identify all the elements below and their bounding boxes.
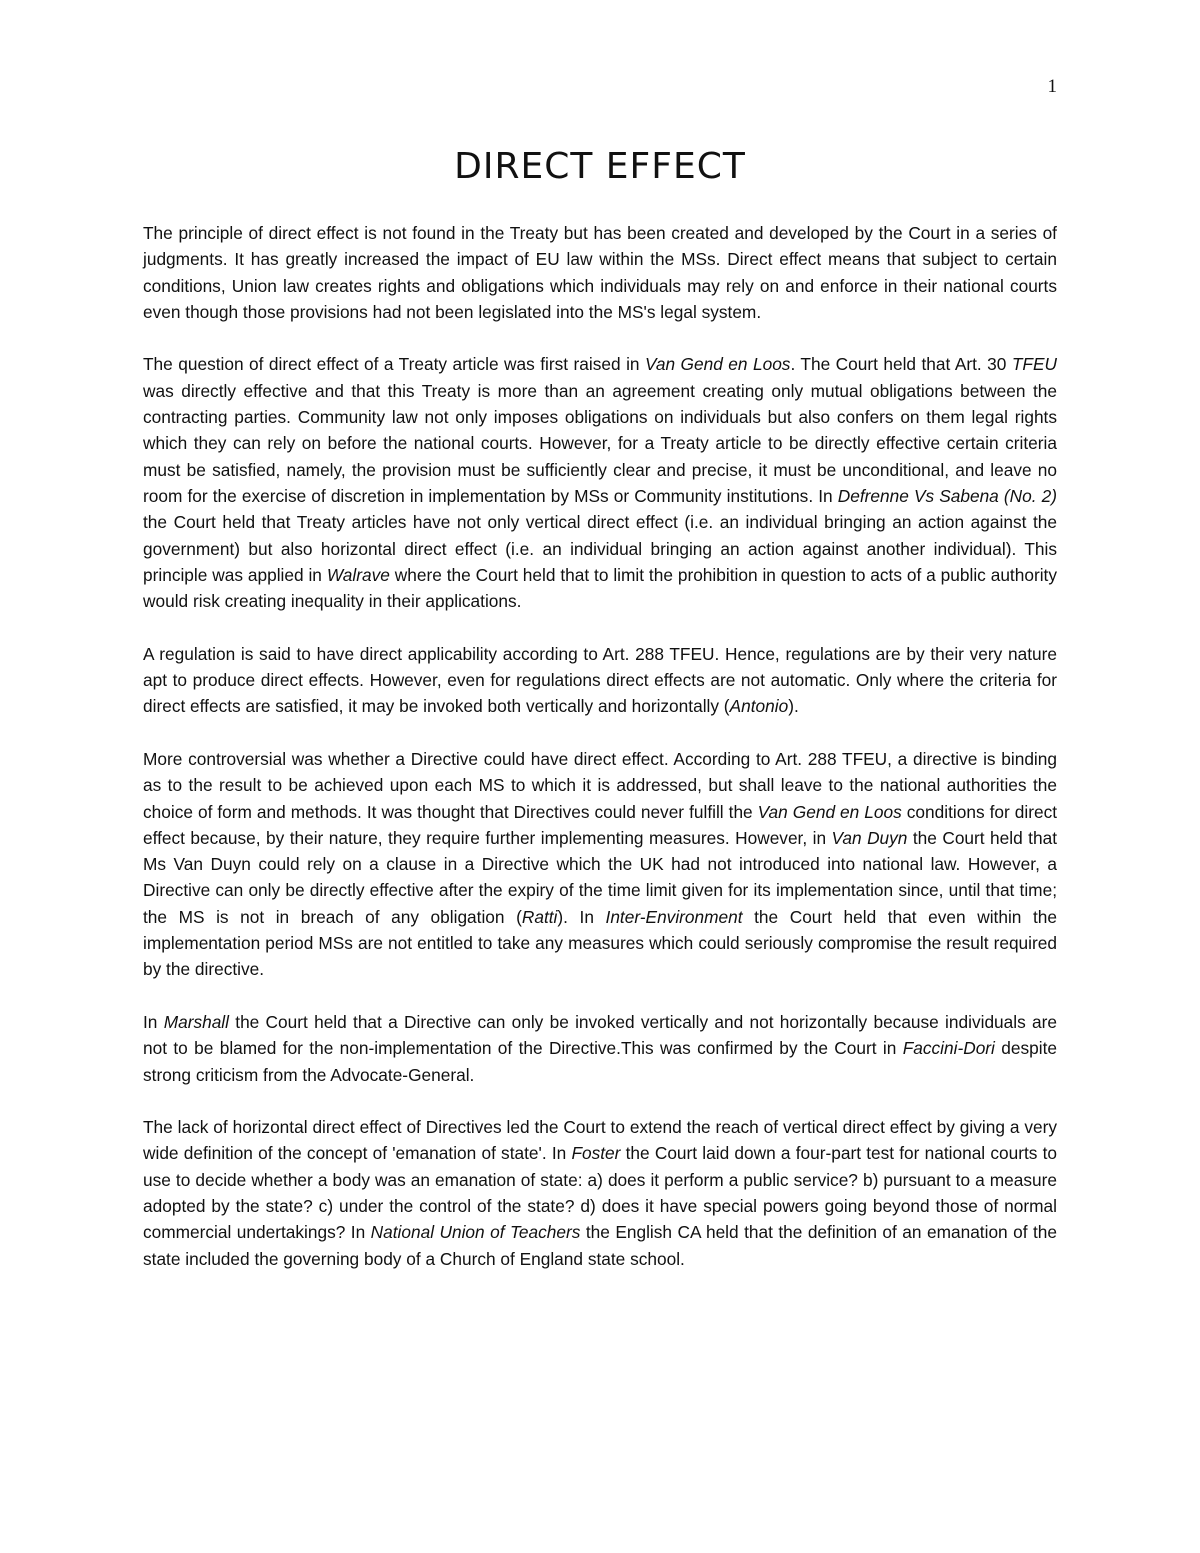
- body-paragraph: [143, 220, 1057, 325]
- page-number: 1: [1047, 76, 1057, 97]
- case-name-italic: Van Gend en Loos: [757, 801, 902, 822]
- paragraph-text: the Court laid down a four-part test for national courts to use to decide whether a body was an emanation of state: a) does it perform a public service? b) pursuant to a measure adopted by the state? c) under the control of the state? d) does it have special powers going beyond those of normal commercial undertakings? In: [143, 1143, 1058, 1243]
- paragraph-text: was directly effective and that this Treaty is more than an agreement creating only mutual obligations between the contracting parties. Community law not only imposes obligations on individuals but also confers on them legal rights which they can rely on before the national courts. However, for a Treaty article to be directly effective certain criteria must be satisfied, namely, the provision must be sufficiently clear and precise, it must be unconditional, and leave no room for the exercise of discretion in implementation by MSs or Community institutions. In: [143, 380, 1057, 506]
- body-paragraph: [143, 641, 1057, 720]
- paragraph-text: despite strong criticism from the Advocate-General.: [143, 1038, 1057, 1085]
- case-name-italic: Van Gend en Loos: [644, 354, 791, 375]
- body-paragraph: [143, 746, 1057, 983]
- paragraph-text: More controversial was whether a Directive could have direct effect. According to Art. 288 TFEU, a directive is binding as to the result to be achieved upon each MS to which it is addressed, but shall leave to the national authorities the choice of form and methods. It was thought that Directives could never fulfill the: [143, 748, 1057, 822]
- body-paragraph: [143, 1114, 1057, 1272]
- paragraph-text: ). In: [557, 906, 606, 927]
- case-name-italic: TFEU: [1011, 354, 1057, 375]
- case-name-italic: Antonio: [729, 696, 789, 717]
- case-name-italic: Ratti: [521, 906, 558, 927]
- paragraph-text: ).: [788, 696, 799, 717]
- paragraph-text: The lack of horizontal direct effect of Directives led the Court to extend the reach of vertical direct effect by giving a very wide definition of the concept of 'emanation of state'. In: [143, 1117, 1057, 1164]
- body-paragraph: [143, 351, 1057, 614]
- body-paragraph: [143, 1009, 1057, 1088]
- paragraph-text: In: [143, 1011, 164, 1032]
- case-name-italic: Faccini-Dori: [902, 1038, 995, 1059]
- paragraph-text: . The Court held that Art. 30: [790, 354, 1012, 375]
- paragraph-text: A regulation is said to have direct applicability according to Art. 288 TFEU. Hence, regulations are by their very nature apt to produce direct effects. However, even for regulations direct effects are not automatic. Only where the criteria for direct effects are satisfied, it may be invoked both vertically and horizontally (: [143, 643, 1057, 717]
- paragraph-text: where the Court held that to limit the prohibition in question to acts of a public authority would risk creating inequality in their applications.: [143, 564, 1057, 612]
- paragraph-text: the English CA held that the definition of an emanation of the state included the governing body of a Church of England state school.: [143, 1222, 1057, 1269]
- paragraph-text: the Court held that Treaty articles have not only vertical direct effect (i.e. an individual bringing an action against the government) but also horizontal direct effect (i.e. an individual bringing an action against another individual). This principle was applied in: [143, 512, 1057, 585]
- case-name-italic: Foster: [571, 1143, 621, 1164]
- paragraph-text: The principle of direct effect is not found in the Treaty but has been created and developed by the Court in a series of judgments. It has greatly increased the impact of EU law within the MSs. Direct effect means that subject to certain conditions, Union law creates rights and obligations which individuals may rely on and enforce in their national courts even though those provisions had not been legislated into the MS's legal system.: [143, 223, 1057, 322]
- case-name-italic: Defrenne Vs Sabena (No. 2): [837, 485, 1057, 506]
- paragraph-text: the Court held that even within the implementation period MSs are not entitled to take any measures which could seriously compromise the result required by the directive.: [143, 906, 1057, 980]
- paragraph-text: The question of direct effect of a Treaty article was first raised in: [143, 354, 645, 375]
- paragraph-text: the Court held that a Directive can only be invoked vertically and not horizontally because individuals are not to be blamed for the non-implementation of the Directive.This was confirmed by the Court in: [143, 1011, 1057, 1059]
- case-name-italic: Inter-Environment: [605, 906, 743, 927]
- case-name-italic: Marshall: [163, 1011, 229, 1032]
- document-title: DIRECT EFFECT: [454, 146, 746, 187]
- case-name-italic: Van Duyn: [831, 827, 908, 848]
- paragraph-text: the Court held that Ms Van Duyn could rely on a clause in a Directive which the UK had not introduced into national law. However, a Directive can only be directly effective after the expiry of the time limit given for its implementation since, until that time; the MS is not in breach of any obligation (: [143, 827, 1058, 927]
- case-name-italic: National Union of Teachers: [370, 1222, 581, 1243]
- document-body: [143, 220, 1057, 1298]
- paragraph-text: conditions for direct effect because, by their nature, they require further implementing measures. However, in: [143, 801, 1058, 848]
- case-name-italic: Walrave: [326, 564, 390, 585]
